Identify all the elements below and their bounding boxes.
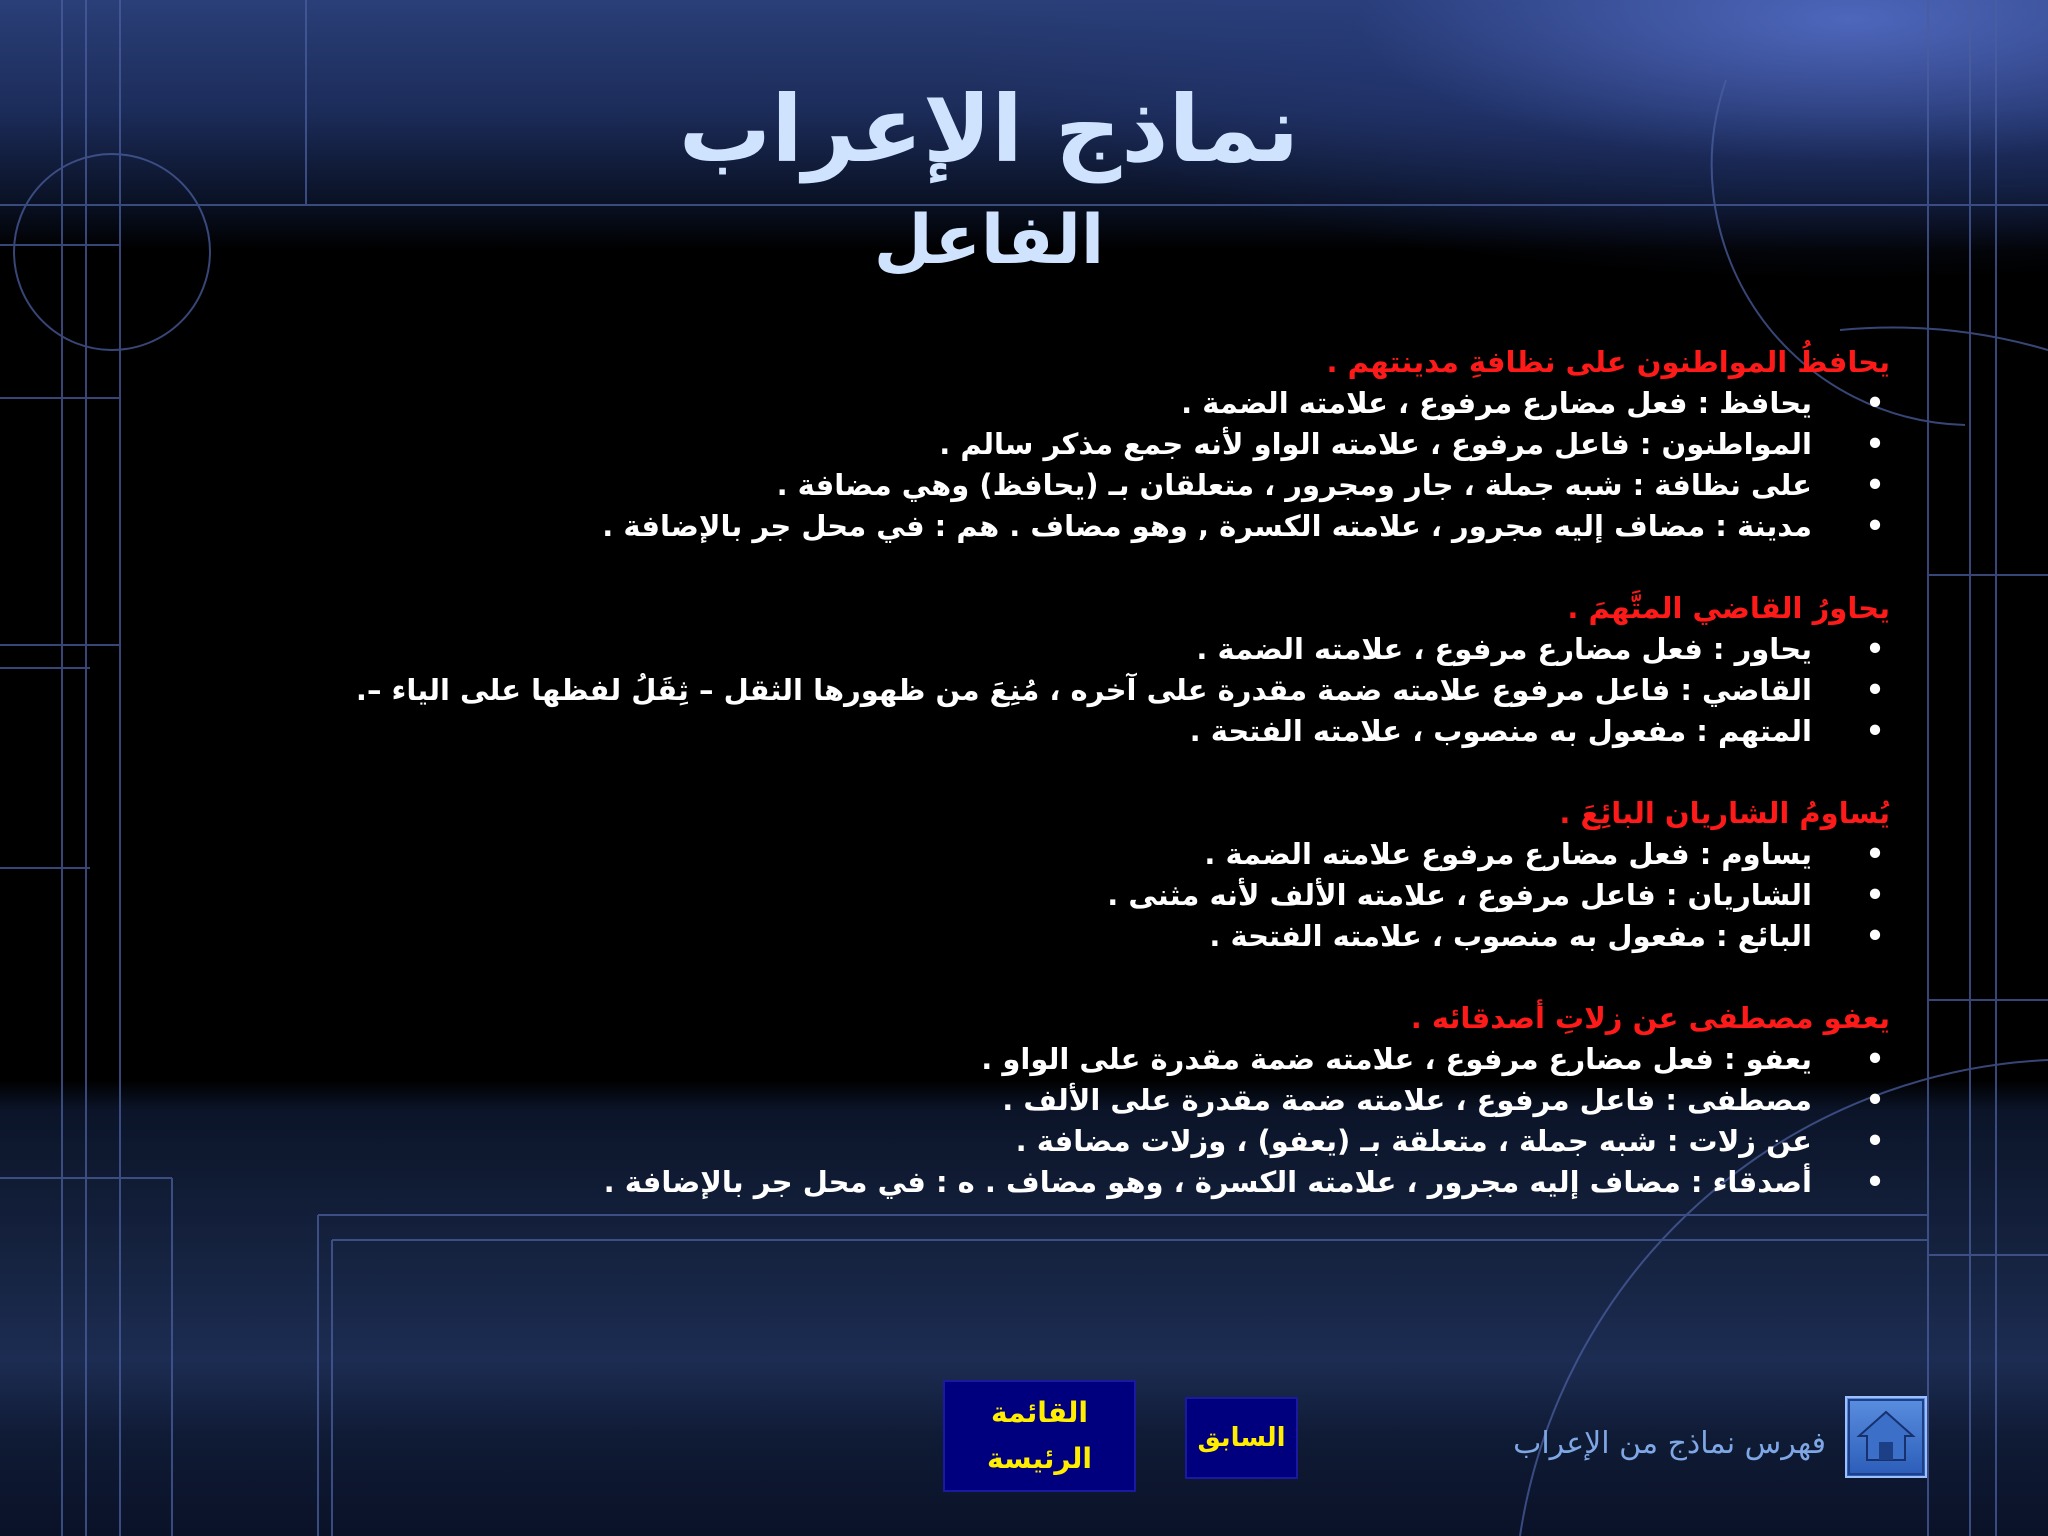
analysis-item: • يعفو : فعل مضارع مرفوع ، علامته ضمة مقدرة على الواو . bbox=[190, 1039, 1890, 1080]
analysis-item: • يحاور : فعل مضارع مرفوع ، علامته الضمة . bbox=[190, 629, 1890, 670]
page-subtitle: الفاعل bbox=[873, 201, 1105, 280]
analysis-list bbox=[190, 834, 1890, 957]
analysis-item: • يساوم : فعل مضارع مرفوع علامته الضمة . bbox=[190, 834, 1890, 875]
analysis-item: • على نظافة : شبه جملة ، جار ومجرور ، متعلقان بـ (يحافظ) وهي مضافة . bbox=[190, 465, 1890, 506]
analysis-item: • يحافظ : فعل مضارع مرفوع ، علامته الضمة . bbox=[190, 383, 1890, 424]
analysis-list bbox=[190, 383, 1890, 547]
example-sentence: يحاورُ القاضي المتَّهمَ . bbox=[1567, 591, 1890, 625]
analysis-list bbox=[190, 1039, 1890, 1203]
analysis-item: • القاضي : فاعل مرفوع علامته ضمة مقدرة على آخره ، مُنِعَ من ظهورها الثقل – ثِقَلُ لفظها على الياء –. bbox=[190, 670, 1890, 711]
home-icon[interactable] bbox=[1845, 1396, 1927, 1478]
example-sentence: يُساومُ الشاريان البائِعَ . bbox=[1559, 796, 1890, 830]
example-sentence: يحافظُ المواطنون على نظافةِ مدينتهم . bbox=[1326, 345, 1890, 379]
example-group-4 bbox=[190, 998, 1890, 1203]
analysis-item: • عن زلات : شبه جملة ، متعلقة بـ (يعفو) ، وزلات مضافة . bbox=[190, 1121, 1890, 1162]
analysis-list bbox=[190, 629, 1890, 752]
page-title: نماذج الإعراب bbox=[678, 76, 1300, 183]
analysis-item: • الشاريان : فاعل مرفوع ، علامته الألف لأنه مثنى . bbox=[190, 875, 1890, 916]
index-link[interactable]: فهرس نماذج من الإعراب bbox=[1513, 1426, 1826, 1461]
analysis-item: • مصطفى : فاعل مرفوع ، علامته ضمة مقدرة على الألف . bbox=[190, 1080, 1890, 1121]
analysis-item: • أصدقاء : مضاف إليه مجرور ، علامته الكسرة ، وهو مضاف . ه : في محل جر بالإضافة . bbox=[190, 1162, 1890, 1203]
previous-button[interactable]: السابق bbox=[1185, 1397, 1298, 1479]
main-menu-button[interactable]: القائمة الرئيسة bbox=[943, 1380, 1136, 1492]
example-group-2 bbox=[190, 588, 1890, 752]
example-group-3 bbox=[190, 793, 1890, 957]
content-area bbox=[190, 342, 1890, 1203]
example-group-1 bbox=[190, 342, 1890, 547]
example-sentence: يعفو مصطفى عن زلاتِ أصدقائه . bbox=[1410, 1001, 1890, 1035]
analysis-item: • المواطنون : فاعل مرفوع ، علامته الواو لأنه جمع مذكر سالم . bbox=[190, 424, 1890, 465]
analysis-item: • المتهم : مفعول به منصوب ، علامته الفتحة . bbox=[190, 711, 1890, 752]
analysis-item: • مدينة : مضاف إليه مجرور ، علامته الكسرة , وهو مضاف . هم : في محل جر بالإضافة . bbox=[190, 506, 1890, 547]
analysis-item: • البائع : مفعول به منصوب ، علامته الفتحة . bbox=[190, 916, 1890, 957]
